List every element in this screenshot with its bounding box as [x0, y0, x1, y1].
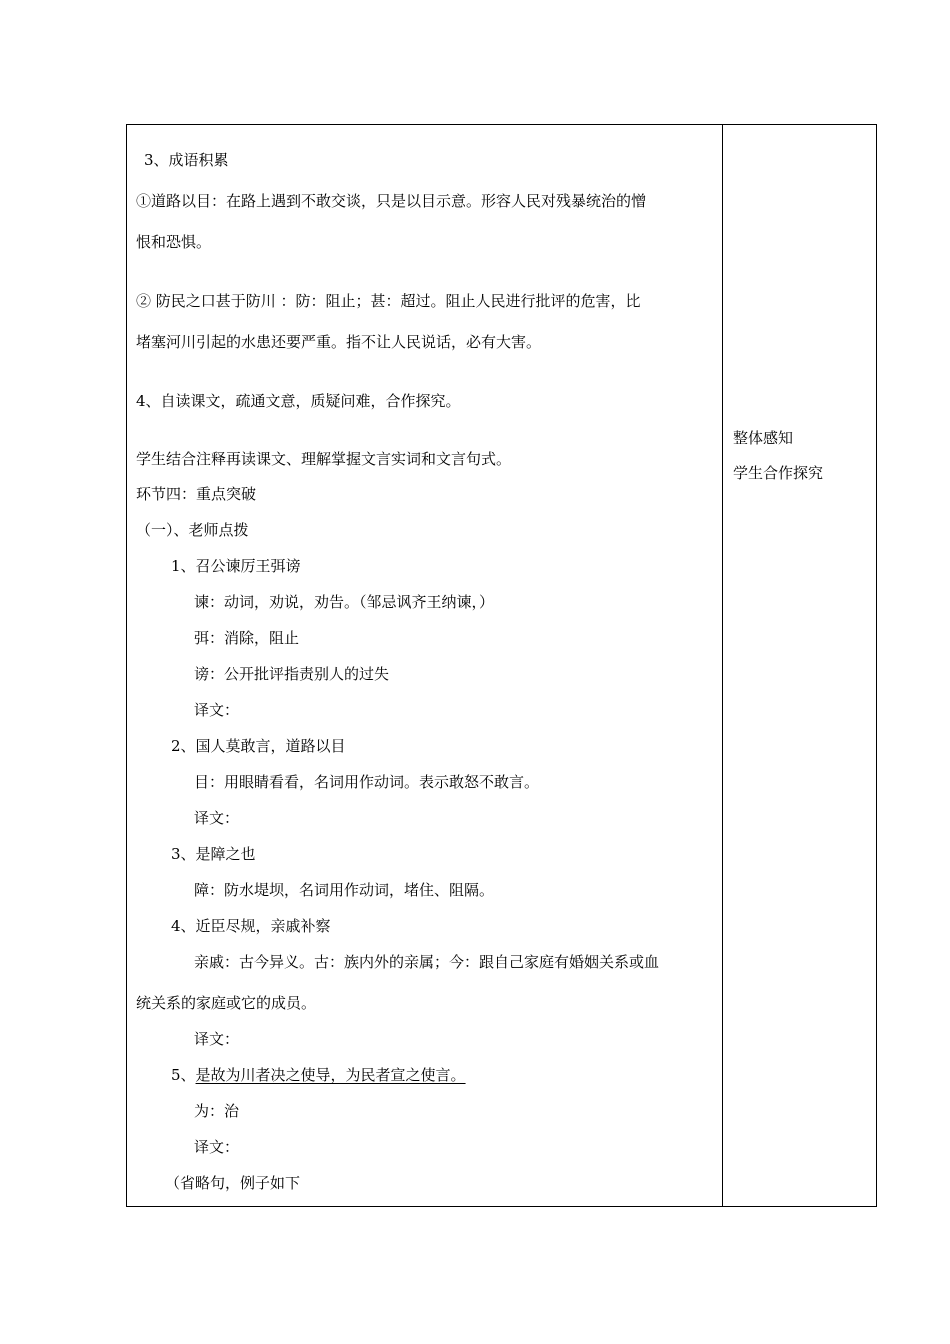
item-heading: 3、是障之也 — [171, 845, 256, 863]
side-note: 整体感知 — [733, 429, 794, 447]
column-divider — [722, 124, 723, 1207]
text-line: 障：防水堤坝，名词用作动词，堵住、阻隔。 — [194, 881, 495, 899]
underlined-sentence: 是故为川者决之使导，为民者宣之使言。 — [195, 1066, 466, 1084]
text-line: 弭：消除，阻止 — [194, 629, 300, 647]
text-line: 译文： — [194, 1030, 240, 1048]
text-line: 译文： — [194, 809, 240, 827]
text-line: 谏：动词，劝说，劝告。（邹忌讽齐王纳谏，） — [194, 593, 495, 611]
text-line: 译文： — [194, 1138, 240, 1156]
item-heading: 4、近臣尽规，亲戚补察 — [171, 917, 331, 935]
text-line: 为：治 — [194, 1102, 240, 1120]
text-line: 目：用眼睛看看，名词用作动词。表示敢怒不敢言。 — [194, 773, 540, 791]
text-line: 恨和恐惧。 — [136, 233, 212, 251]
text-line: 4、自读课文，疏通文意，质疑问难，合作探究。 — [136, 392, 461, 410]
text-line: ①道路以目：在路上遇到不敢交谈，只是以目示意。形容人民对残暴统治的憎 — [136, 192, 647, 210]
text-line: 亲戚：古今异义。古：族内外的亲属；今：跟自己家庭有婚姻关系或血 — [194, 953, 660, 971]
text-line: 3、成语积累 — [144, 151, 229, 169]
text-line: 统关系的家庭或它的成员。 — [136, 994, 317, 1012]
subsection-heading: （一）、老师点拨 — [136, 521, 249, 539]
side-note: 学生合作探究 — [733, 464, 824, 482]
item-heading: 1、召公谏厉王弭谤 — [171, 557, 301, 575]
text-line: 学生结合注释再读课文、理解掌握文言实词和文言句式。 — [136, 450, 512, 468]
text-line: （省略句，例子如下 — [165, 1174, 301, 1192]
item-heading: 2、国人莫敢言，道路以目 — [171, 737, 346, 755]
text-line: 谤：公开批评指责别人的过失 — [194, 665, 390, 683]
section-heading: 环节四：重点突破 — [136, 485, 257, 503]
item-number: 5、 — [171, 1066, 196, 1084]
text-line: ② 防民之口甚于防川 ：防：阻止；甚：超过。阻止人民进行批评的危害，比 — [136, 292, 641, 310]
item-heading — [171, 1065, 466, 1085]
text-line: 堵塞河川引起的水患还要严重。指不让人民说话，必有大害。 — [136, 333, 542, 351]
text-line: 译文： — [194, 701, 240, 719]
